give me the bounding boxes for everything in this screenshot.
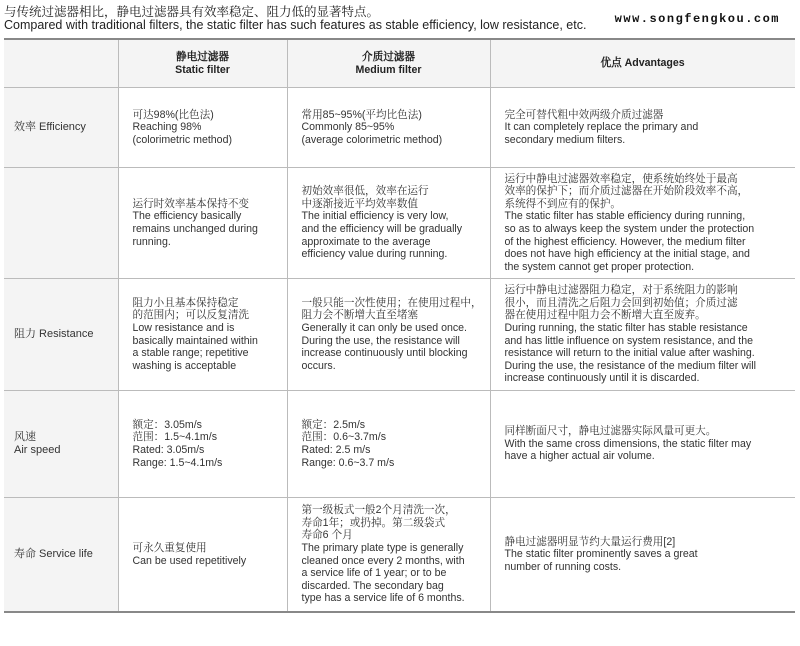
cell-advantage: 运行中静电过滤器阻力稳定，对于系统阻力的影响 很小，而且清洗之后阻力会回到初始值；介质过滤 器在使用过程中阻力会不断增大直至废弃。 During running, the static filter has stable resistance and has little influence on system resistance, and the resistance will return to the initial value after washing. During the use, the resistance of the medium filter will increase continuously until it is discarded. bbox=[490, 279, 795, 391]
row-label bbox=[4, 168, 118, 279]
cell-medium: 一般只能一次性使用；在使用过程中， 阻力会不断增大直至堵塞 Generally it can only be used once. During the use, the resistance will increase continuously until blocking occurs. bbox=[287, 279, 490, 391]
cell-advantage: 完全可替代粗中效两级介质过滤器 It can completely replace the primary and secondary medium filters. bbox=[490, 88, 795, 168]
comparison-table bbox=[4, 38, 795, 613]
cell-medium: 常用85~95%(平均比色法) Commonly 85~95% (average colorimetric method) bbox=[287, 88, 490, 168]
header-en: Static filter bbox=[175, 63, 230, 76]
header-en: Medium filter bbox=[355, 63, 422, 76]
header-corner bbox=[4, 39, 118, 88]
table-row-efficiency-running bbox=[4, 168, 795, 279]
header-advantages bbox=[490, 39, 795, 88]
cell-advantage: 运行中静电过滤器效率稳定，使系统始终处于最高 效率的保护下；而介质过滤器在开始阶段效率不高， 系统得不到应有的保护。 The static filter has stable efficiency during running, so as to always keep the system under the protection of the highest efficiency. However, the medium filter does not have high efficiency at the initial stage, and the system cannot get proper protection. bbox=[490, 168, 795, 279]
intro-chinese: 与传统过滤器相比，静电过滤器具有效率稳定、阻力低的显著特点。 bbox=[4, 5, 380, 19]
table-row-service-life bbox=[4, 498, 795, 613]
cell-static: 运行时效率基本保持不变 The efficiency basically remains unchanged during running. bbox=[118, 168, 287, 279]
cell-medium: 第一级板式一般2个月清洗一次， 寿命1年；或扔掉。第二级袋式 寿命6 个月 The primary plate type is generally cleaned once every 2 months, with a service life of 1 year; or to be discarded. The secondary bag type has a service life of 6 months. bbox=[287, 498, 490, 613]
cell-medium: 额定：2.5m/s 范围：0.6~3.7m/s Rated: 2.5 m/s Range: 0.6~3.7 m/s bbox=[287, 391, 490, 498]
header-zh: 静电过滤器 bbox=[176, 50, 229, 63]
cell-medium: 初始效率很低，效率在运行 中逐渐接近平均效率数值 The initial efficiency is very low, and the efficiency will be gradually approximate to the average efficiency value during running. bbox=[287, 168, 490, 279]
cell-advantage: 同样断面尺寸，静电过滤器实际风量可更大。 With the same cross dimensions, the static filter may have a higher actual air volume. bbox=[490, 391, 795, 498]
table-row-resistance bbox=[4, 279, 795, 391]
intro-english: Compared with traditional filters, the static filter has such features as stable efficiency, low resistance, etc. bbox=[4, 18, 587, 32]
cell-static: 可永久重复使用 Can be used repetitively bbox=[118, 498, 287, 613]
cell-static: 额定：3.05m/s 范围：1.5~4.1m/s Rated: 3.05m/s Range: 1.5~4.1m/s bbox=[118, 391, 287, 498]
row-label: 寿命 Service life bbox=[4, 498, 118, 613]
cell-advantage: 静电过滤器明显节约大量运行费用[2] The static filter prominently saves a great number of running costs. bbox=[490, 498, 795, 613]
table-row-efficiency bbox=[4, 88, 795, 168]
cell-static: 阻力小且基本保持稳定 的范围内；可以反复清洗 Low resistance and is basically maintained within a stable range; repetitive washing is acceptable bbox=[118, 279, 287, 391]
header-static-filter bbox=[118, 39, 287, 88]
row-label: 阻力 Resistance bbox=[4, 279, 118, 391]
row-label: 效率 Efficiency bbox=[4, 88, 118, 168]
header-medium-filter bbox=[287, 39, 490, 88]
table-row-air-speed bbox=[4, 391, 795, 498]
row-label: 风速 Air speed bbox=[4, 391, 118, 498]
header-zh: 优点 Advantages bbox=[600, 57, 685, 70]
cell-static: 可达98%(比色法) Reaching 98% (colorimetric method) bbox=[118, 88, 287, 168]
header-zh: 介质过滤器 bbox=[362, 50, 415, 63]
website-url[interactable]: www.songfengkou.com bbox=[614, 12, 780, 26]
table-header-row bbox=[4, 39, 795, 88]
